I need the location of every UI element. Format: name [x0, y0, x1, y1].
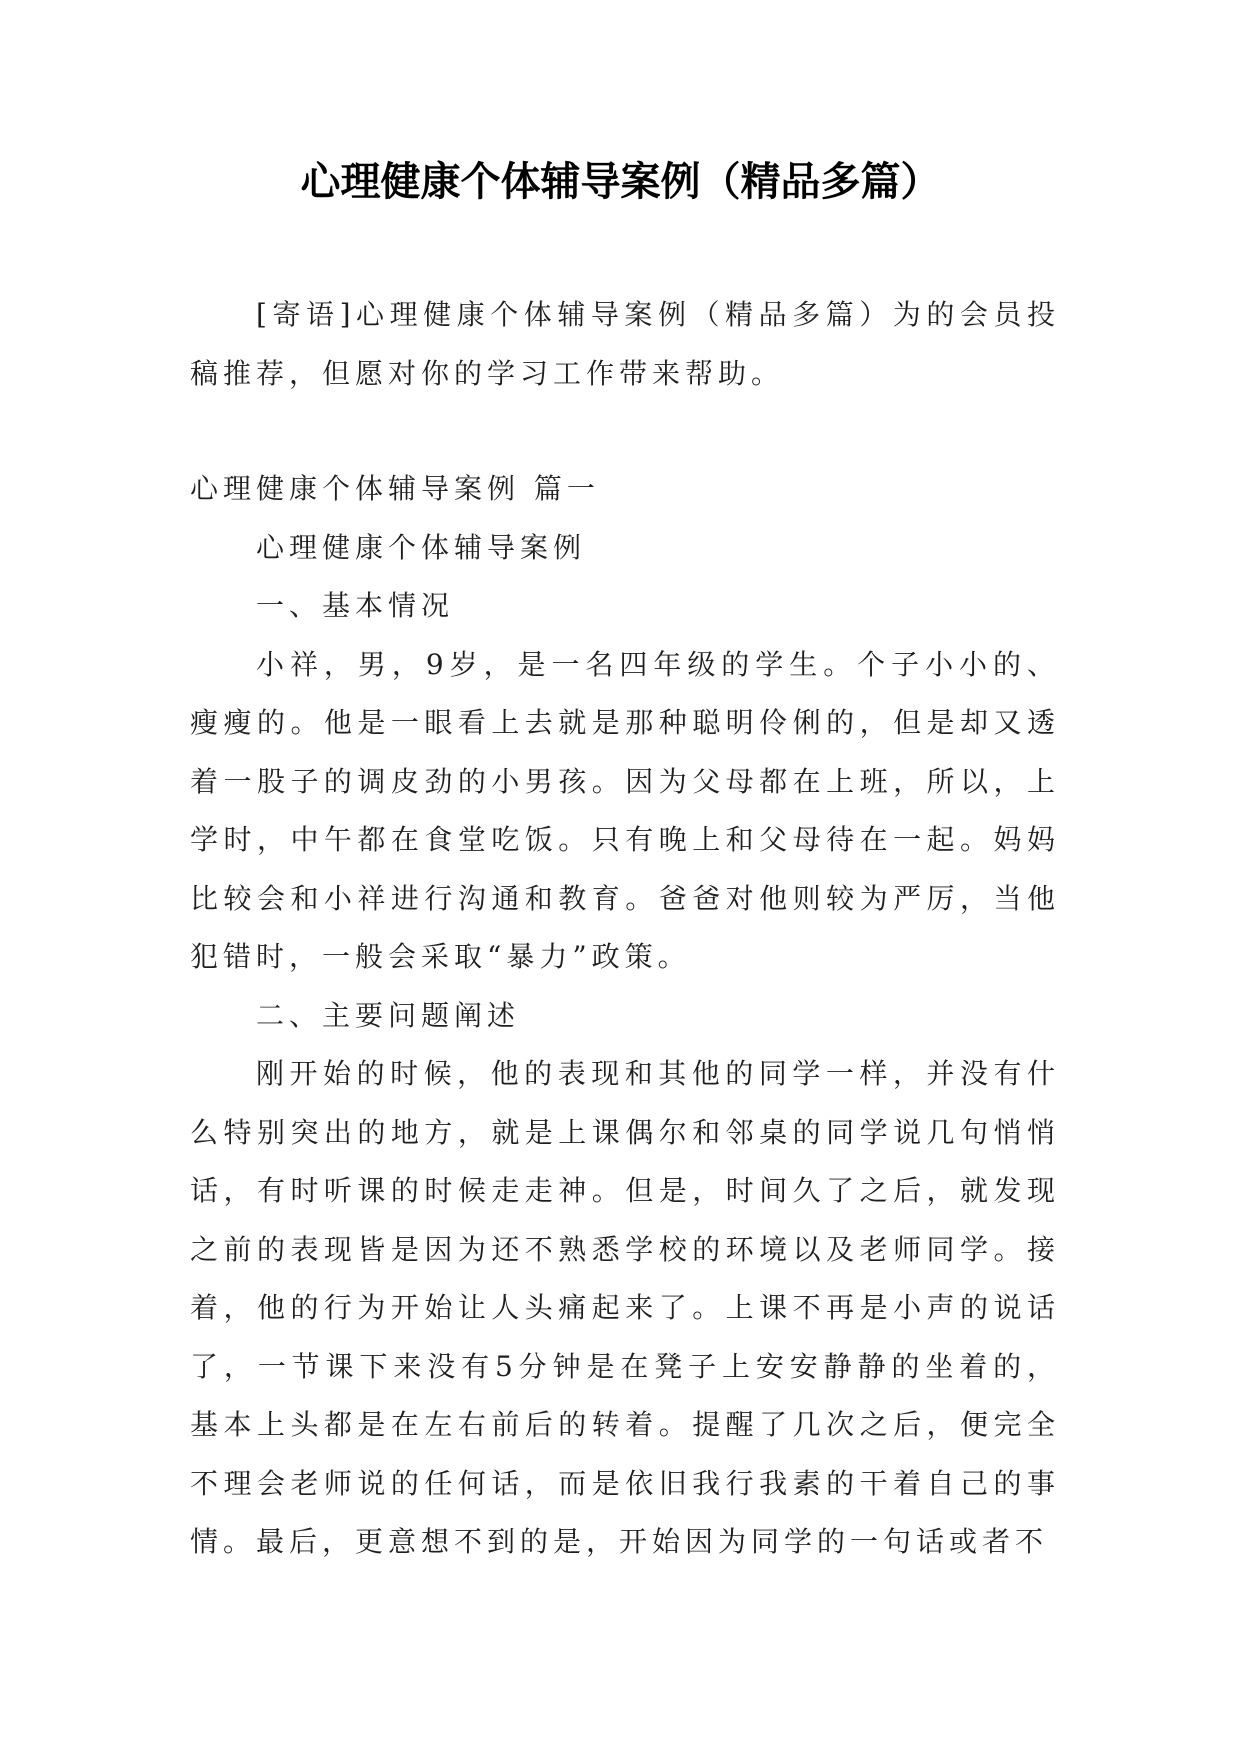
paragraph-basic-info: 小祥，男，9岁，是一名四年级的学生。个子小小的、瘦瘦的。他是一眼看上去就是那种聪明伶俐的，但是却又透着一股子的调皮劲的小男孩。因为父母都在上班，所以，上学时，中午都在食堂吃饭。只有晚上和父母待在一起。妈妈比较会和小祥进行沟通和教育。爸爸对他则较为严厉，当他犯错时，一般会采取“暴力”政策。 — [190, 647, 1060, 973]
document-title: 心理健康个体辅导案例（精品多篇） — [300, 159, 941, 205]
subheading-main-problem: 二、主要问题阐述 — [256, 998, 521, 1032]
preface-block — [190, 286, 1060, 403]
section-block — [190, 460, 1060, 1572]
case-title: 心理健康个体辅导案例 — [256, 530, 587, 564]
section-heading: 心理健康个体辅导案例 篇一 — [190, 472, 600, 505]
paragraph-main-problem: 刚开始的时候，他的表现和其他的同学一样，并没有什么特别突出的地方，就是上课偶尔和邻桌的同学说几句悄悄话，有时听课的时候走走神。但是，时间久了之后，就发现之前的表现皆是因为还不熟悉学校的环境以及老师同学。接着，他的行为开始让人头痛起来了。上课不再是小声的说话了，一节课下来没有5分钟是在凳子上安安静静的坐着的，基本上头都是在左右前后的转着。提醒了几次之后，便完全不理会老师说的任何话，而是依旧我行我素的干着自己的事情。最后，更意想不到的是，开始因为同学的一句话或者不 — [190, 1057, 1060, 1558]
subheading-basic-info: 一、基本情况 — [256, 589, 455, 622]
preface-paragraph: [寄语]心理健康个体辅导案例（精品多篇）为的会员投稿推荐，但愿对你的学习工作带来帮助。 — [190, 298, 1060, 390]
